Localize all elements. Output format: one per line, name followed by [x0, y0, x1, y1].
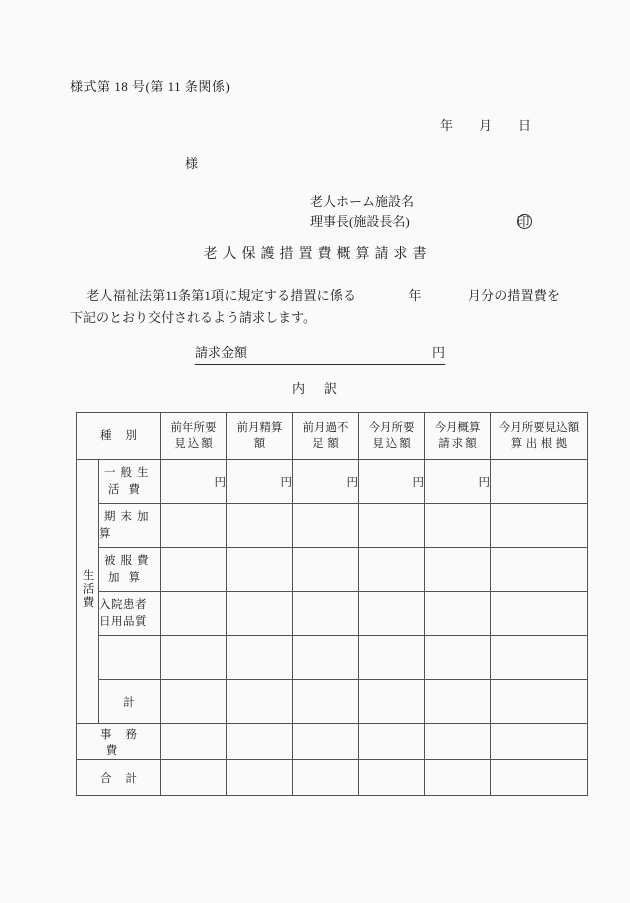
cell-this-month-basis[interactable]	[491, 548, 588, 592]
cell-prev-month-excess-deficit[interactable]	[293, 636, 359, 680]
cell-this-month-basis[interactable]	[491, 636, 588, 680]
cell-this-month-expected[interactable]: 円	[359, 460, 425, 504]
table-row	[77, 460, 588, 504]
cell-this-month-estimate-claim[interactable]	[425, 592, 491, 636]
cell-this-month-expected[interactable]	[359, 504, 425, 548]
issuer-block	[310, 192, 530, 232]
cell-prev-year-expected[interactable]	[161, 548, 227, 592]
cell-this-month-estimate-claim[interactable]	[425, 680, 491, 724]
table-row	[77, 548, 588, 592]
cell-this-month-basis[interactable]	[491, 724, 588, 760]
cell-prev-month-excess-deficit[interactable]	[293, 592, 359, 636]
facility-name-row	[310, 192, 414, 212]
cell-prev-year-expected[interactable]	[161, 680, 227, 724]
cell-prev-year-expected[interactable]	[161, 724, 227, 760]
cell-prev-month-excess-deficit[interactable]	[293, 504, 359, 548]
header-this-month-estimate-claim: 今月概算 請求額	[425, 413, 491, 460]
row-label-general-living: 一般生 活費	[99, 460, 161, 504]
date-line	[440, 115, 531, 134]
cell-this-month-expected[interactable]	[359, 724, 425, 760]
claim-amount-label: 請求金額	[195, 345, 248, 360]
seal-circle-icon	[517, 214, 532, 229]
cell-prev-year-expected[interactable]: 円	[161, 460, 227, 504]
body-text-part2: とおり交付されるよう請求します。	[109, 310, 316, 325]
body-year: 年	[408, 288, 422, 303]
cell-prev-year-expected[interactable]	[161, 636, 227, 680]
header-kind-l2: 別	[125, 430, 151, 442]
breakdown-table	[76, 412, 588, 796]
cell-this-month-basis[interactable]	[491, 460, 588, 504]
cell-prev-month-excess-deficit[interactable]: 円	[293, 460, 359, 504]
claim-amount-field[interactable]	[195, 342, 445, 365]
cell-prev-month-excess-deficit[interactable]	[293, 548, 359, 592]
group-label-living-expense: 生活費	[77, 460, 99, 724]
breakdown-heading-right: 訳	[324, 381, 339, 396]
cell-prev-month-settlement[interactable]	[227, 592, 293, 636]
header-kind	[77, 413, 161, 460]
cell-prev-month-settlement[interactable]	[227, 680, 293, 724]
header-prev-month-excess-deficit: 前月過不 足額	[293, 413, 359, 460]
breakdown-heading-left: 内	[291, 381, 306, 396]
cell-this-month-expected[interactable]	[359, 636, 425, 680]
row-label-grand-total: 合計	[77, 760, 161, 796]
row-label-term-end-addition: 期末加 算	[99, 504, 161, 548]
breakdown-heading	[0, 378, 630, 397]
table-row	[77, 760, 588, 796]
cell-prev-month-settlement[interactable]	[227, 636, 293, 680]
addressee-honorific: 様	[185, 156, 199, 171]
cell-this-month-expected[interactable]	[359, 680, 425, 724]
table-row	[77, 724, 588, 760]
date-day: 日	[518, 118, 532, 133]
cell-this-month-basis[interactable]	[491, 592, 588, 636]
form-number: 様式第 18 号(第 11 条関係)	[70, 79, 231, 94]
cell-this-month-expected[interactable]	[359, 760, 425, 796]
header-this-month-basis: 今月所要見込額 算出根拠	[491, 413, 588, 460]
director-row	[310, 212, 530, 232]
table-row	[77, 504, 588, 548]
facility-name: 老人ホーム施設名	[310, 194, 415, 209]
body-month-suffix: 月分の措置費を下記の	[70, 288, 560, 325]
cell-this-month-expected[interactable]	[359, 548, 425, 592]
seal-character: 印	[516, 214, 530, 229]
row-label-subtotal: 計	[99, 680, 161, 724]
cell-prev-month-excess-deficit[interactable]	[293, 680, 359, 724]
cell-prev-month-excess-deficit[interactable]	[293, 760, 359, 796]
cell-this-month-basis[interactable]	[491, 504, 588, 548]
seal-stamp-icon	[512, 212, 534, 231]
cell-this-month-basis[interactable]	[491, 760, 588, 796]
cell-prev-month-settlement[interactable]	[227, 724, 293, 760]
header-prev-year-expected: 前年所要 見込額	[161, 413, 227, 460]
table-header-row	[77, 413, 588, 460]
row-label-admin-expense: 事務費	[77, 724, 161, 760]
cell-prev-month-settlement[interactable]	[227, 504, 293, 548]
cell-prev-year-expected[interactable]	[161, 760, 227, 796]
cell-prev-year-expected[interactable]	[161, 592, 227, 636]
cell-prev-year-expected[interactable]	[161, 504, 227, 548]
cell-this-month-estimate-claim[interactable]	[425, 504, 491, 548]
cell-prev-month-settlement[interactable]	[227, 548, 293, 592]
cell-this-month-estimate-claim[interactable]	[425, 724, 491, 760]
row-label-clothing-addition: 被服費 加算	[99, 548, 161, 592]
table-row	[77, 680, 588, 724]
breakdown-table-wrapper	[76, 412, 580, 796]
cell-this-month-expected[interactable]	[359, 592, 425, 636]
cell-this-month-basis[interactable]	[491, 680, 588, 724]
row-label-inpatient-daily-goods: 入院患者 日用品質	[99, 592, 161, 636]
claim-amount-unit: 円	[431, 345, 445, 360]
header-prev-month-settlement: 前月精算 額	[227, 413, 293, 460]
table-row	[77, 592, 588, 636]
body-text-part1: 老人福祉法第11条第1項に規定する措置に係る	[86, 288, 357, 303]
cell-this-month-estimate-claim[interactable]: 円	[425, 460, 491, 504]
header-kind-l1: 種	[100, 430, 126, 442]
body-paragraph	[70, 285, 560, 329]
director-title: 理事長(施設長名)	[310, 214, 410, 229]
cell-prev-month-settlement[interactable]	[227, 760, 293, 796]
row-label-blank[interactable]	[99, 636, 161, 680]
cell-this-month-estimate-claim[interactable]	[425, 760, 491, 796]
page-title: 老人保護措置費概算請求書	[203, 247, 432, 262]
date-month: 月	[479, 118, 493, 133]
cell-this-month-estimate-claim[interactable]	[425, 548, 491, 592]
cell-prev-month-settlement[interactable]: 円	[227, 460, 293, 504]
date-year: 年	[440, 118, 454, 133]
header-this-month-expected: 今月所要 見込額	[359, 413, 425, 460]
table-row	[77, 636, 588, 680]
cell-this-month-estimate-claim[interactable]	[425, 636, 491, 680]
cell-prev-month-excess-deficit[interactable]	[293, 724, 359, 760]
